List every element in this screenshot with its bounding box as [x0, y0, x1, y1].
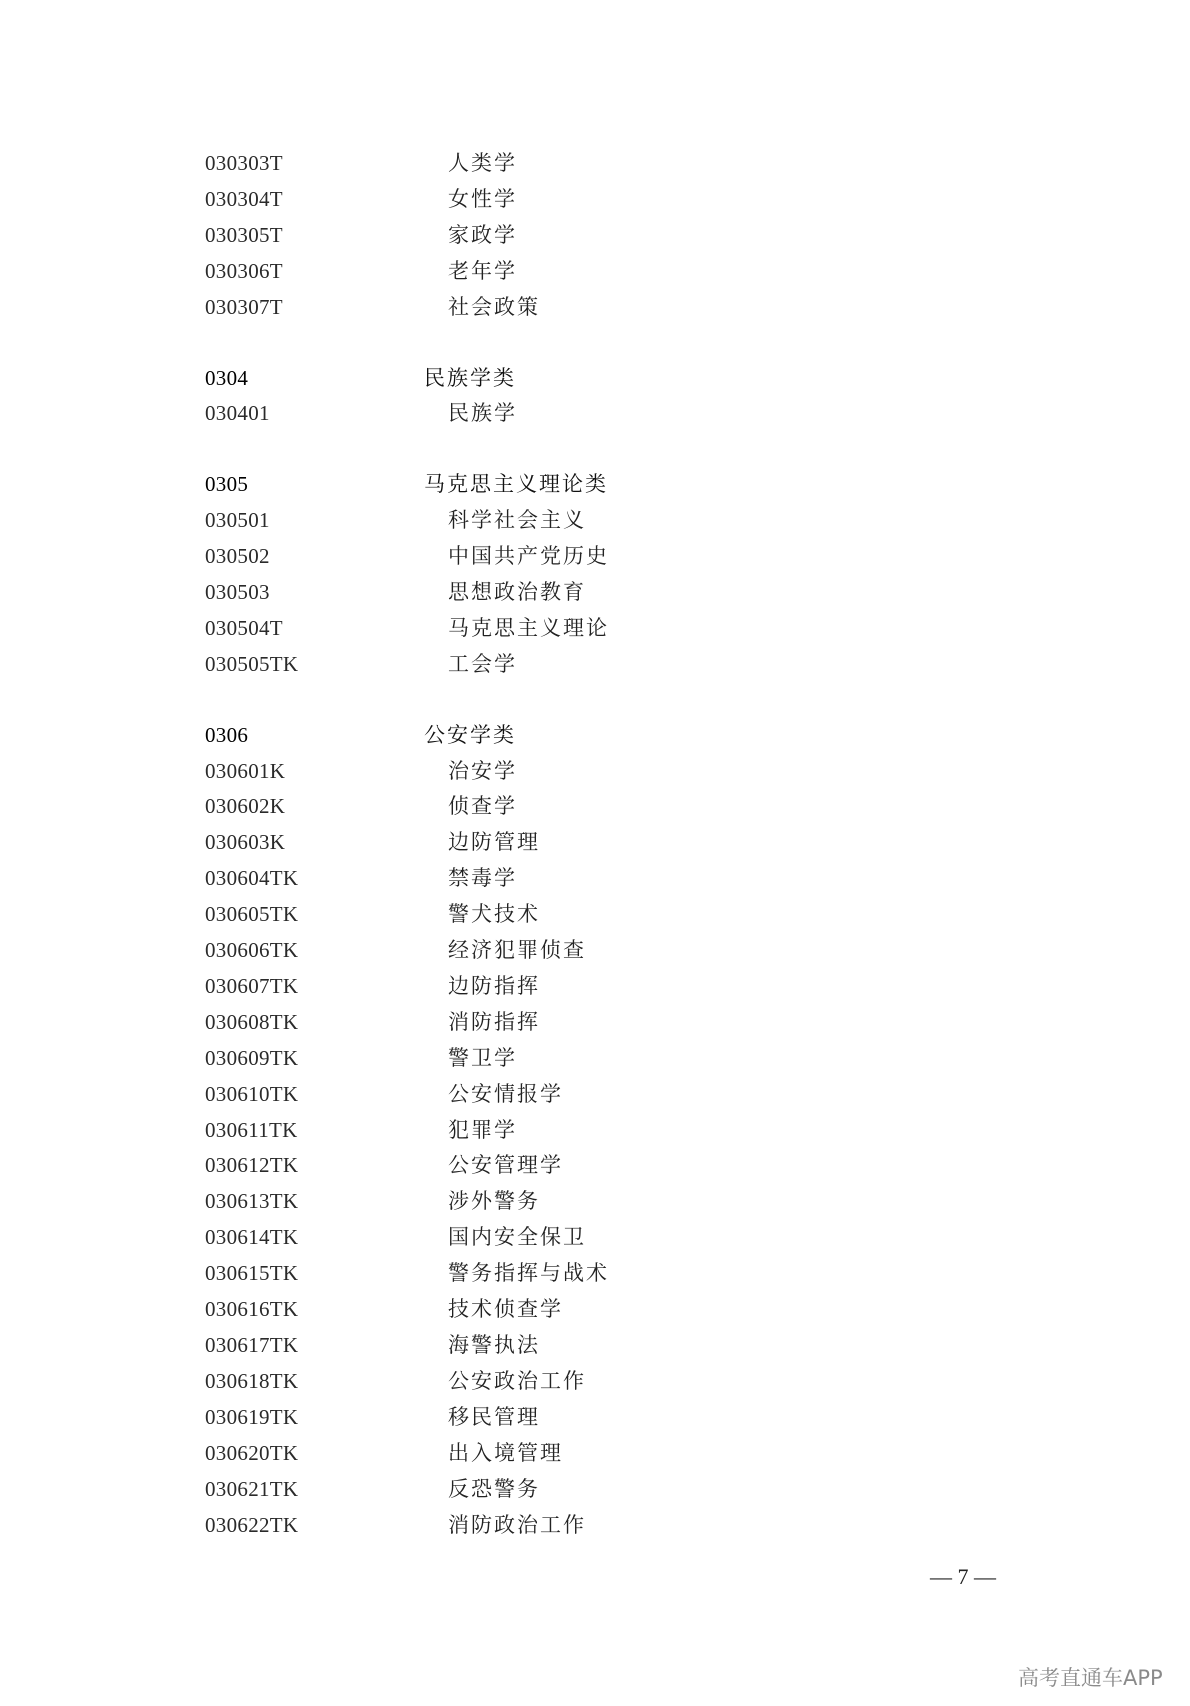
major-name: 侦查学	[448, 794, 517, 818]
major-code: 030601K	[205, 759, 286, 783]
major-row	[0, 1364, 1190, 1398]
major-name: 社会政策	[448, 295, 540, 319]
major-row	[0, 1472, 1190, 1506]
major-row	[0, 1256, 1190, 1290]
major-name: 女性学	[448, 187, 517, 211]
major-row	[0, 933, 1190, 967]
major-code: 030613TK	[205, 1189, 299, 1213]
major-row	[0, 503, 1190, 537]
major-row	[0, 754, 1190, 788]
major-name: 中国共产党历史	[448, 544, 609, 568]
major-row	[0, 825, 1190, 859]
major-row	[0, 1184, 1190, 1218]
major-name: 涉外警务	[448, 1189, 540, 1213]
major-name: 治安学	[448, 759, 517, 783]
major-row	[0, 218, 1190, 252]
major-row	[0, 1005, 1190, 1039]
major-row	[0, 1508, 1190, 1542]
major-name: 经济犯罪侦查	[448, 938, 586, 962]
major-code: 030307T	[205, 295, 283, 319]
category-row	[0, 361, 1190, 395]
major-name: 技术侦查学	[448, 1297, 563, 1321]
major-row	[0, 1292, 1190, 1326]
major-code: 030617TK	[205, 1333, 299, 1357]
major-code: 030611TK	[205, 1118, 298, 1142]
major-name: 出入境管理	[448, 1441, 563, 1465]
major-name: 消防指挥	[448, 1010, 540, 1034]
major-name: 老年学	[448, 259, 517, 283]
major-name: 反恐警务	[448, 1477, 540, 1501]
major-name: 禁毒学	[448, 866, 517, 890]
major-row	[0, 897, 1190, 931]
major-row	[0, 861, 1190, 895]
major-code: 030502	[205, 544, 270, 568]
major-row	[0, 1400, 1190, 1434]
major-name: 警卫学	[448, 1046, 517, 1070]
major-name: 马克思主义理论	[448, 616, 609, 640]
major-name: 海警执法	[448, 1333, 540, 1357]
major-code: 030614TK	[205, 1225, 299, 1249]
major-code: 030609TK	[205, 1046, 299, 1070]
major-name: 科学社会主义	[448, 508, 586, 532]
major-name: 警犬技术	[448, 902, 540, 926]
major-row	[0, 1077, 1190, 1111]
major-row	[0, 1328, 1190, 1362]
major-code: 030401	[205, 401, 270, 425]
major-row	[0, 575, 1190, 609]
major-code: 030618TK	[205, 1369, 299, 1393]
category-name: 公安学类	[424, 723, 516, 747]
major-code: 030612TK	[205, 1153, 299, 1177]
major-code: 030503	[205, 580, 270, 604]
major-name: 犯罪学	[448, 1118, 517, 1142]
major-row	[0, 539, 1190, 573]
major-name: 国内安全保卫	[448, 1225, 586, 1249]
major-row	[0, 1148, 1190, 1182]
category-row	[0, 718, 1190, 752]
major-row	[0, 611, 1190, 645]
category-code: 0305	[205, 472, 249, 496]
major-name: 公安政治工作	[448, 1369, 586, 1393]
major-row	[0, 1220, 1190, 1254]
major-code: 030607TK	[205, 974, 299, 998]
major-code: 030605TK	[205, 902, 299, 926]
major-code: 030610TK	[205, 1082, 299, 1106]
major-name: 警务指挥与战术	[448, 1261, 609, 1285]
major-row	[0, 969, 1190, 1003]
major-row	[0, 182, 1190, 216]
major-code: 030604TK	[205, 866, 299, 890]
app-watermark: 高考直通车APP	[1018, 1666, 1163, 1690]
major-name: 公安情报学	[448, 1082, 563, 1106]
major-row	[0, 1436, 1190, 1470]
category-code: 0304	[205, 366, 249, 390]
major-code: 030603K	[205, 830, 286, 854]
major-row	[0, 1113, 1190, 1147]
major-code: 030306T	[205, 259, 283, 283]
major-row	[0, 146, 1190, 180]
major-name: 公安管理学	[448, 1153, 563, 1177]
major-name: 边防管理	[448, 830, 540, 854]
major-name: 边防指挥	[448, 974, 540, 998]
major-code: 030602K	[205, 794, 286, 818]
major-name: 移民管理	[448, 1405, 540, 1429]
major-name: 家政学	[448, 223, 517, 247]
major-row	[0, 254, 1190, 288]
major-code: 030615TK	[205, 1261, 299, 1285]
major-row	[0, 647, 1190, 681]
major-row	[0, 290, 1190, 324]
major-code: 030621TK	[205, 1477, 299, 1501]
major-name: 消防政治工作	[448, 1513, 586, 1537]
major-code: 030505TK	[205, 652, 299, 676]
major-name: 工会学	[448, 652, 517, 676]
major-code: 030616TK	[205, 1297, 299, 1321]
major-row	[0, 396, 1190, 430]
major-code: 030622TK	[205, 1513, 299, 1537]
page-number: — 7 —	[930, 1564, 996, 1589]
major-code: 030504T	[205, 616, 283, 640]
major-code: 030620TK	[205, 1441, 299, 1465]
major-code: 030501	[205, 508, 270, 532]
major-name: 思想政治教育	[448, 580, 586, 604]
category-code: 0306	[205, 723, 249, 747]
major-code: 030303T	[205, 151, 283, 175]
major-name: 民族学	[448, 401, 517, 425]
major-code: 030608TK	[205, 1010, 299, 1034]
major-name: 人类学	[448, 151, 517, 175]
category-name: 马克思主义理论类	[424, 472, 608, 496]
major-row	[0, 789, 1190, 823]
category-name: 民族学类	[424, 366, 516, 390]
major-code: 030619TK	[205, 1405, 299, 1429]
major-code: 030305T	[205, 223, 283, 247]
major-row	[0, 1041, 1190, 1075]
category-row	[0, 467, 1190, 501]
major-code: 030304T	[205, 187, 283, 211]
major-code: 030606TK	[205, 938, 299, 962]
